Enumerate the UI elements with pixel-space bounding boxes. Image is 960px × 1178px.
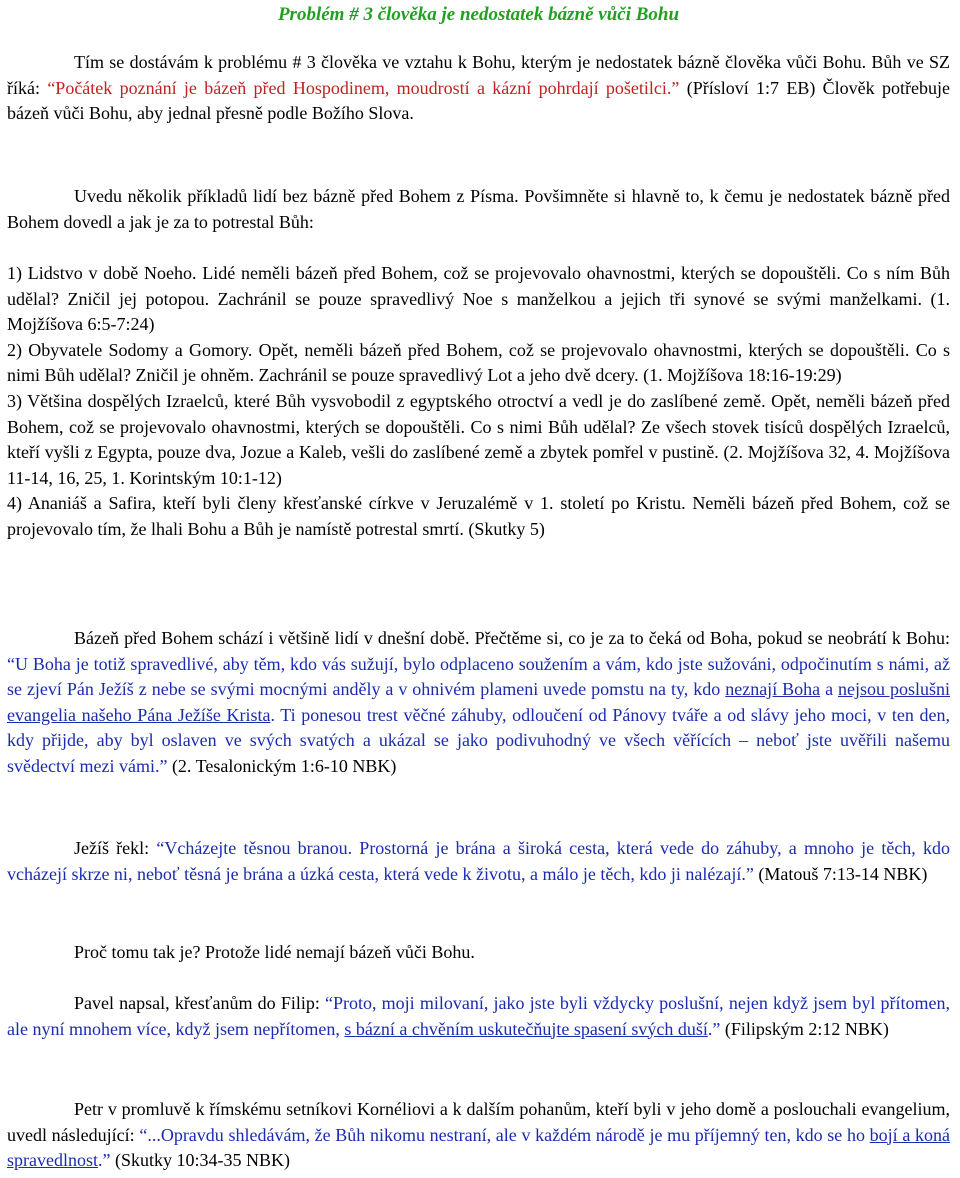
today-paragraph <box>7 626 950 780</box>
list-item-ananias: 4) Ananiáš a Safira, kteří byli členy křesťanské církve v Jeruzalémě v 1. století po Kristu. Neměli bázeň před Bohem, což se projevovalo tím, že lhali Bohu a Bůh je namístě potrestal smrtí. (Skutky 5) <box>7 493 950 539</box>
thessalonians-quote-part2: a <box>820 679 839 700</box>
acts-reference: (Skutky 10:34-35 NBK) <box>110 1150 290 1171</box>
paul-paragraph <box>7 991 950 1042</box>
thessalonians-link-1[interactable]: neznají Boha <box>725 679 821 700</box>
thessalonians-reference: (2. Tesalonickým 1:6-10 NBK) <box>167 755 397 776</box>
philippians-link[interactable]: s bázní a chvěním uskutečňujte spasení svých duší <box>344 1018 708 1039</box>
list-item-sodom: 2) Obyvatele Sodomy a Gomory. Opět, neměli bázeň před Bohem, což se projevovalo ohavnostmi, kterých se dopouštěli. Co s nimi Bůh udělal? Zničil je ohněm. Zachránil se pouze spravedlivý Lot a jeho dvě dcery. (1. Mojžíšova 18:16-19:29) <box>7 339 950 386</box>
acts-quote-part1: “...Opravdu shledávám, že Bůh nikomu nestraní, ale v každém národě je mu příjemný ten, kdo se ho <box>139 1124 870 1145</box>
jesus-intro: Ježíš řekl: <box>74 838 157 858</box>
intro-text: Tím se dostávám k problému # 3 člověka ve vztahu k Bohu, kterým je nedostatek bázně člověka vůči Bohu. Bůh ve SZ říká: <box>7 52 950 98</box>
philippians-quote-part1: “Proto, moji milovaní, jako jste byli vždycky poslušní, nejen když jsem byl přítomen, ale nyní mnohem více, když jsem nepřítomen, <box>7 993 950 1039</box>
why-paragraph: Proč tomu tak je? Protože lidé nemají bázeň vůči Bohu. <box>74 942 475 962</box>
matthew-quote: “Vcházejte těsnou branou. Prostorná je brána a široká cesta, která vede do záhuby, a mnoho je těch, kdo vcházejí skrze ni, neboť těsná je brána a úzká cesta, která vede k životu, a málo je těch, kdo ji nalézají.” <box>7 838 950 884</box>
document-title: Problém # 3 člověka je nedostatek bázně vůči Bohu <box>277 4 680 25</box>
thessalonians-quote-part1: “U Boha je totiž spravedlivé, aby těm, kdo vás sužují, bylo odplaceno soužením a vám, kdo jste sužováni, odpočinutím s námi, až se zjeví Pán Ježíš z nebe se svými mocnými anděly a v ohnivém plameni uvede pomstu na ty, kdo <box>7 653 950 700</box>
examples-intro-paragraph: Uvedu několik příkladů lidí bez bázně před Bohem z Písma. Povšimněte si hlavně to, k čemu je nedostatek bázně před Bohem dovedl a jak je za to potrestal Bůh: <box>7 186 950 232</box>
today-text: Bázeň před Bohem schází i většině lidí v dnešní době. Přečtěme si, co je za to čeká od Boha, pokud se neobrátí k Bohu: <box>74 628 950 648</box>
proverbs-quote: “Počátek poznání je bázeň před Hospodinem, moudrostí a kázní pohrdají pošetilci.” <box>47 77 680 98</box>
intro-text-end: (Přísloví 1:7 EB) Člověk potřebuje bázeň vůči Bohu, aby jednal přesně podle Božího Slova. <box>7 77 950 124</box>
thessalonians-link-2[interactable]: nejsou poslušni evangelia našeho Pána Ježíše Krista <box>7 679 950 725</box>
thessalonians-quote-part3: . Ti ponesou trest věčné záhuby, odloučení od Pánovy tváře a od slávy jeho moci, v ten den, kdy přijde, aby byl oslaven ve svých svatých a ukázal se jako podivuhodný ve všech věřících – neboť jste uvěřili našemu svědectví mezi vámi.” <box>7 704 950 776</box>
paul-intro: Pavel napsal, křesťanům do Filip: <box>74 993 326 1013</box>
examples-list <box>7 261 950 543</box>
intro-paragraph <box>7 50 950 127</box>
jesus-paragraph <box>7 836 950 887</box>
peter-paragraph <box>7 1097 950 1174</box>
philippians-quote-end: .” <box>707 1018 721 1039</box>
philippians-reference: (Filipským 2:12 NBK) <box>720 1018 889 1039</box>
list-item-noah: 1) Lidstvo v době Noeho. Lidé neměli bázeň před Bohem, což se projevovalo ohavnostmi, kterých se dopouštěli. Co s ním Bůh udělal? Zničil jej potopou. Zachránil se pouze spravedlivý Noe s manželkou a jejich tři synové se svými manželkami. (1. Mojžíšova 6:5-7:24) <box>7 263 950 335</box>
acts-quote-end: .” <box>97 1150 111 1171</box>
list-item-israelites: 3) Většina dospělých Izraelců, které Bůh vysvobodil z egyptského otroctví a vedl je do zaslíbené země. Opět, neměli bázeň před Bohem, což se projevovalo ohavnostmi, kterých se dopouštěli. Co s nimi Bůh udělal? Ze všech stovek tisíců dospělých Izraelců, kteří vyšli z Egypta, pouze dva, Jozue a Kaleb, vešli do zaslíbené země a zbytek pomřel v pustině. (2. Mojžíšova 32, 4. Mojžíšova 11-14, 16, 25, 1. Korintským 10:1-12) <box>7 390 950 488</box>
acts-link[interactable]: bojí a koná spravedlnost <box>7 1124 951 1171</box>
matthew-reference: (Matouš 7:13-14 NBK) <box>753 863 928 884</box>
peter-intro: Petr v promluvě k římskému setníkovi Kornéliovi a k dalším pohanům, kteří byli v jeho domě a poslouchali evangelium, uvedl následující: <box>7 1099 950 1145</box>
